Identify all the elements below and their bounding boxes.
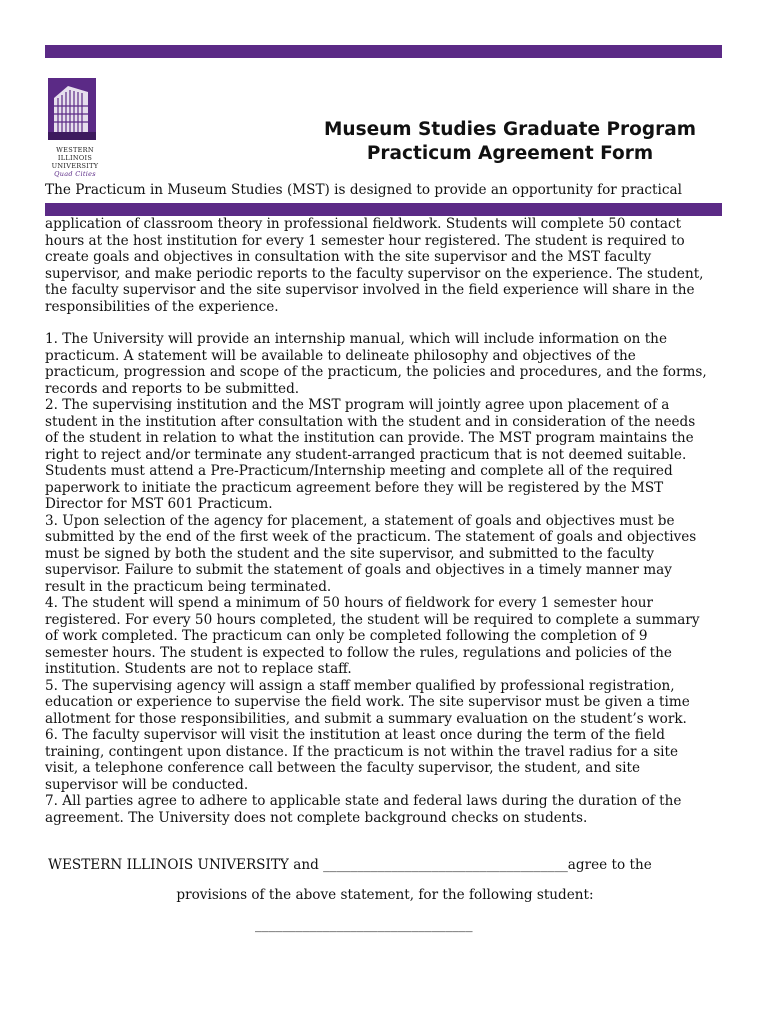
title-line-2: Practicum Agreement Form [366,143,654,164]
text-line: supervisor will be conducted. [45,776,249,793]
text-line: registered. For every 50 hours completed, the student will be required to complete a summary [45,611,700,628]
text-line: 4. The student will spend a minimum of 50 hours of fieldwork for every 1 semester hour [45,595,654,611]
text-line: supervisor. Failure to submit the statement of goals and objectives in a timely manner may [45,562,672,578]
text-line: application of classroom theory in professional fieldwork. Students will complete 50 contact [45,216,682,232]
student-name-blank[interactable]: ________________________________ [255,917,473,933]
text-line: Students must attend a Pre-Practicum/Internship meeting and complete all of the required [45,463,673,479]
text-line: records and reports to be submitted. [45,380,300,397]
section-rule [45,203,722,216]
text-line: practicum. A statement will be available to delineate philosophy and objectives of the [45,347,636,364]
text-line: 2. The supervising institution and the MST program will jointly agree upon placement of a [45,397,670,413]
text-line: must be signed by both the student and the site supervisor, and submitted to the faculty [45,545,655,562]
logo-line-university: UNIVERSITY [51,162,99,170]
text-line: agreement. The University does not complete background checks on students. [45,809,588,826]
text-line: institution. Students are not to replace staff. [45,661,352,677]
text-line: allotment for those responsibilities, and submit a summary evaluation on the student’s work. [45,710,687,727]
text-line: responsibilities of the experience. [45,298,279,315]
text-line: result in the practicum being terminated. [45,578,332,595]
text-line: semester hours. The student is expected to follow the rules, regulations and policies of the [45,644,672,661]
intro-first-line: The Practicum in Museum Studies (MST) is designed to provide an opportunity for practical [45,182,682,198]
text-line: practicum, progression and scope of the practicum, the policies and procedures, and the forms, [45,364,707,380]
text-line: of the student in relation to what the institution can provide. The MST program maintains the [45,430,694,446]
text-line: 6. The faculty supervisor will visit the institution at least once during the term of the field [45,727,665,743]
logo-line-illinois: ILLINOIS [57,154,93,162]
text-line: of work completed. The practicum can only be completed following the completion of 9 [45,628,648,644]
text-line: training, contingent upon distance. If the practicum is not within the travel radius for a site [45,743,679,760]
page-title [290,118,730,166]
agreement-body [45,216,745,826]
building-icon [48,78,96,140]
text-line: submitted by the end of the first week of the practicum. The statement of goals and objectives [45,529,697,545]
text-line: paperwork to initiate the practicum agreement before they will be registered by the MST [45,479,664,496]
text-line: education or experience to supervise the field work. The site supervisor must be given a time [45,694,690,710]
logo-line-western: WESTERN [56,146,94,154]
text-line: 5. The supervising agency will assign a staff member qualified by professional registration, [45,677,675,694]
title-line-1: Museum Studies Graduate Program [324,119,696,140]
terms-list [45,331,745,826]
text-line: right to reject and/or terminate any student-arranged practicum that is not deemed suitable. [45,446,687,463]
text-line: visit, a telephone conference call between the faculty supervisor, the student, and site [45,760,640,776]
intro-paragraph [45,216,745,315]
text-line: 1. The University will provide an internship manual, which will include information on the [45,331,667,347]
text-line: 3. Upon selection of the agency for placement, a statement of goals and objectives must be [45,512,675,529]
text-line: the faculty supervisor and the site supervisor involved in the field experience will share in the [45,282,695,298]
text-line: create goals and objectives in consultation with the site supervisor and the MST faculty [45,249,652,265]
agreement-provisions-text: provisions of the above statement, for the following student: [176,887,594,903]
agreement-signature-line[interactable]: WESTERN ILLINOIS UNIVERSITY and ____________________________________agree to the [48,857,652,873]
university-logo [48,78,108,178]
text-line: Director for MST 601 Practicum. [45,496,273,512]
text-line: student in the institution after consultation with the student and in consideration of the needs [45,413,696,430]
logo-line-campus: Quad Cities [54,170,96,178]
text-line: supervisor, and make periodic reports to the faculty supervisor on the experience. The student, [45,265,704,282]
text-line: hours at the host institution for every 1 semester hour registered. The student is required to [45,232,685,249]
header-rule [45,45,722,58]
text-line: 7. All parties agree to adhere to applicable state and federal laws during the duration of the [45,793,682,809]
